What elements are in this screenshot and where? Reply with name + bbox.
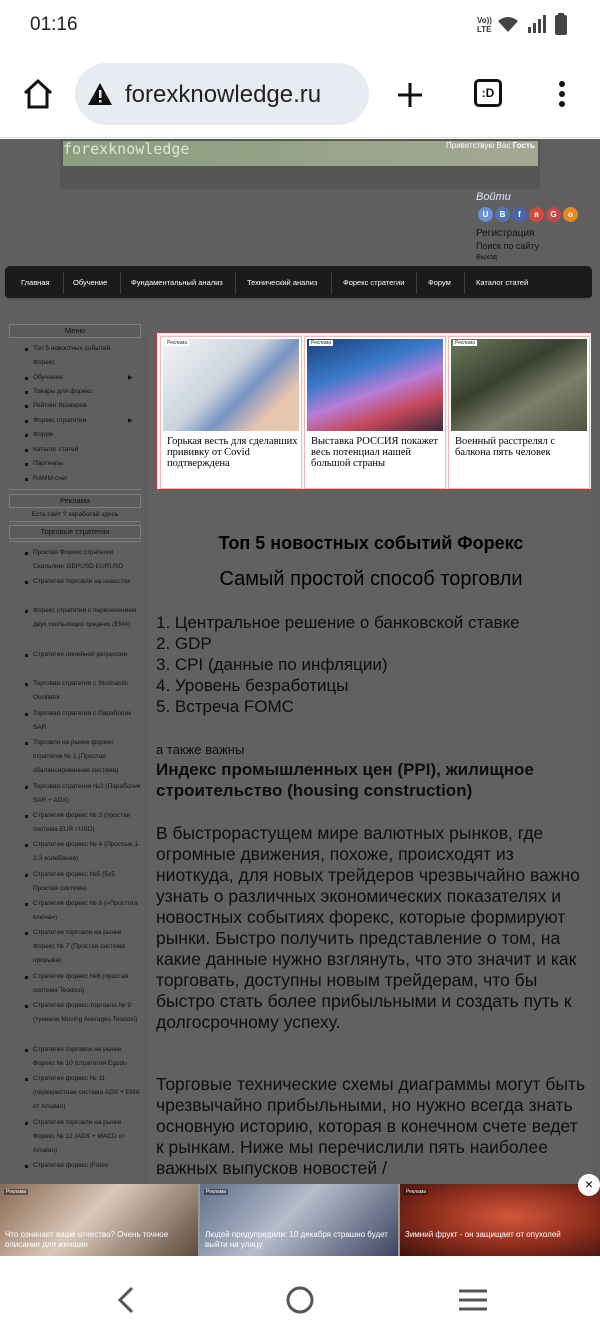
list-item: 5. Встреча FOMC	[156, 697, 294, 716]
ad-card[interactable]	[304, 336, 446, 489]
list-bullet	[25, 449, 28, 452]
also-label: а также важны	[156, 742, 245, 757]
article-subtitle: Самый простой способ торговли	[219, 568, 523, 590]
sidebar-item-goods[interactable]: Товары для форекс	[33, 388, 93, 395]
nav-separator	[416, 272, 417, 294]
sidebar-menu-title: Меню	[9, 324, 141, 338]
site-logo[interactable]: forexknowledge	[63, 140, 190, 158]
sidebar-strategy-link[interactable]: Стратегия форекс № 3 (простая система EUR / USD)	[33, 812, 131, 833]
list-bullet	[25, 420, 28, 423]
list-bullet	[25, 478, 28, 481]
ad-block-bottom	[0, 1184, 600, 1256]
battery-icon	[555, 13, 567, 35]
social-ok-icon[interactable]: о	[563, 207, 578, 222]
ad-caption[interactable]: Выставка РОССИЯ покажет весь потенциал нашей большой страны	[311, 436, 439, 469]
sidebar-strategies-title: Торговые стратегии	[9, 525, 141, 539]
ad-caption[interactable]: Что означает ваше отчество? Очень точное описание для женщин	[5, 1230, 169, 1249]
list-bullet	[25, 844, 28, 847]
network-label	[477, 16, 492, 34]
sidebar-strategy-link[interactable]: Торговая стратегия №2 (Параболик SAR + ADX)	[33, 783, 141, 804]
sidebar-ad-title: Реклама	[9, 494, 141, 508]
close-icon[interactable]: ×	[578, 1174, 600, 1196]
divider	[9, 541, 141, 542]
list-bullet	[25, 405, 28, 408]
sidebar-item-partners[interactable]: Партнеры	[33, 460, 64, 467]
sidebar-strategy-link[interactable]: Стратегия форекс (Fotex	[33, 1162, 109, 1169]
sidebar-strategy-link[interactable]: Стратегия торговли на рынке Форекс № 10 (стратегия Egudu	[33, 1046, 127, 1067]
divider	[9, 521, 141, 522]
also-important: Индекс промышленных цен (PPI), жилищное строительство (housing construction)	[156, 760, 534, 800]
site-search-link[interactable]: Поиск по сайту	[476, 241, 540, 251]
sidebar-item-strategies[interactable]: Форекс стратегии	[33, 417, 87, 424]
signal-icon	[527, 15, 547, 33]
list-bullet	[25, 1165, 28, 1168]
sidebar-strategy-link[interactable]: Стратегия форекс-торговли № 9 (туннели Moving Averages Teodosi)	[33, 1002, 138, 1023]
ad-caption[interactable]: Людей предупредили: 10 декабря страшно будет выйти на улицу	[205, 1230, 388, 1249]
sidebar-strategy-link[interactable]: Стратегия торговли на рынке Форекс № 12 (ADX + MACD от Arsalan)	[33, 1119, 125, 1154]
social-login	[476, 207, 596, 225]
social-vk-icon[interactable]: B	[495, 207, 510, 222]
ad-card[interactable]	[400, 1184, 600, 1256]
tab-switcher-label: :D	[481, 86, 495, 100]
social-yandex-icon[interactable]: я	[529, 207, 544, 222]
list-bullet	[25, 1122, 28, 1125]
ad-tag: Реклама	[167, 340, 188, 346]
ad-tag: Реклама	[311, 340, 332, 346]
browser-toolbar	[0, 52, 600, 138]
nav-separator	[235, 272, 236, 294]
list-item: 2. GDP	[156, 634, 212, 653]
sidebar-strategy-link[interactable]: Стратегия линейной регрессии	[33, 651, 128, 658]
nav-separator	[120, 272, 121, 294]
sidebar-strategy-link[interactable]: Торговая стратегия с Параболик SAR	[33, 710, 132, 731]
system-navigation-bar	[0, 1256, 600, 1333]
greeting	[446, 141, 535, 150]
logout-link[interactable]: Выход	[476, 254, 497, 261]
nav-technical[interactable]: Технический анализ	[247, 278, 318, 287]
wifi-icon	[497, 15, 519, 33]
sidebar-strategy-link[interactable]: Стратегия форекс №5 (5x5 Простая система)	[33, 871, 115, 892]
nav-separator	[63, 272, 64, 294]
tab-switcher-icon[interactable]	[474, 79, 502, 107]
ad-tag: Реклама	[455, 340, 476, 346]
sidebar-ad-text[interactable]: Есть сайт ? заработай здесь	[31, 511, 119, 518]
ad-caption[interactable]: Военный расстрелял с балкона пять человек	[455, 436, 556, 458]
ad-caption[interactable]: Зимний фрукт - он защищает от опухолей	[405, 1230, 561, 1239]
social-facebook-icon[interactable]: f	[512, 207, 527, 222]
volte-label: Vo))	[477, 16, 492, 25]
nav-learning[interactable]: Обучение	[73, 278, 108, 287]
sidebar-item-brokers[interactable]: Рейтинг брокеров	[33, 402, 87, 409]
list-bullet	[25, 434, 28, 437]
home-icon[interactable]	[22, 78, 54, 110]
list-bullet	[25, 610, 28, 613]
status-bar	[0, 0, 600, 52]
ad-card[interactable]	[200, 1184, 398, 1256]
nav-separator	[331, 272, 332, 294]
login-box	[476, 191, 596, 271]
sidebar	[9, 324, 141, 1269]
sidebar-strategy-link[interactable]: Стратегия форекс № 4 (Простые 1-2-3 колебания)	[33, 841, 141, 862]
sidebar-item-catalog[interactable]: Каталог статей	[33, 446, 79, 453]
list-bullet	[25, 463, 28, 466]
sidebar-strategy-link[interactable]: Простая Форекс стратегии Скальпинг GBPUSD EURUSD	[33, 549, 124, 570]
ad-caption[interactable]: Горькая весть для сделавших прививку от Covid подтверждена	[167, 436, 298, 469]
list-bullet	[25, 654, 28, 657]
warning-icon[interactable]	[87, 82, 113, 106]
sidebar-strategy-link[interactable]: Торговая стратегия с Stochastic Oscillator	[33, 680, 129, 701]
list-bullet	[25, 874, 28, 877]
list-bullet	[25, 683, 28, 686]
recent-apps-icon[interactable]	[459, 1289, 487, 1311]
list-bullet	[25, 552, 28, 555]
list-item: 1. Центральное решение о банковской ставке	[156, 613, 520, 632]
sidebar-strategy-link[interactable]: Стратегия торговли на рынке Форекс № 7 (Простая система прорыва)	[33, 929, 125, 964]
ad-image	[163, 339, 299, 431]
list-bullet	[25, 742, 28, 745]
lte-label: LTE	[477, 25, 492, 34]
article-paragraph: Торговые технические схемы диаграммы могут быть чрезвычайно прибыльными, но нужно всегда знать основную историю, которая в конечном счете ведет к рынкам. Ниже мы перечислили пять наиболее важных выпусков новостей /	[156, 1074, 586, 1178]
list-item: 4. Уровень безработицы	[156, 676, 349, 695]
ad-tag: Реклама	[406, 1189, 427, 1195]
back-icon[interactable]	[117, 1286, 135, 1314]
list-bullet	[25, 1049, 28, 1052]
plus-icon[interactable]	[396, 81, 424, 109]
list-bullet	[25, 581, 28, 584]
ad-image	[307, 339, 443, 431]
nav-strategies[interactable]: Форекс стратегии	[343, 278, 405, 287]
sidebar-strategy-link[interactable]: Форекс стратегия с пересечением двух скользящих средних (EMA)	[33, 607, 137, 628]
ad-image	[451, 339, 587, 431]
list-bullet	[25, 815, 28, 818]
sidebar-strategy-link[interactable]: Стратегия форекс №8 (простая система Teodosi)	[33, 973, 129, 994]
social-ucoz-icon[interactable]: U	[478, 207, 493, 222]
home-circle-icon[interactable]	[286, 1286, 314, 1314]
sidebar-item-ramm[interactable]: RAMM-счет	[33, 475, 68, 482]
login-link[interactable]: Войти	[476, 191, 511, 203]
sidebar-item-learning[interactable]: Обучение	[33, 374, 63, 381]
nav-fundamental[interactable]: Фундаментальный анализ	[131, 278, 223, 287]
list-bullet	[25, 976, 28, 979]
more-vert-icon[interactable]	[557, 80, 567, 108]
list-bullet	[25, 1078, 28, 1081]
greeting-prefix: Приветствую Вас	[446, 141, 511, 150]
nav-separator	[464, 272, 465, 294]
ad-block-top	[156, 332, 592, 490]
list-bullet	[25, 348, 28, 351]
status-time: 01:16	[30, 14, 78, 35]
address-bar[interactable]	[75, 63, 369, 125]
url-text[interactable]: forexknowledge.ru	[125, 81, 322, 108]
register-link[interactable]: Регистрация	[476, 228, 535, 239]
list-bullet	[25, 377, 28, 380]
ad-card[interactable]	[0, 1184, 198, 1256]
arrow-right-icon[interactable]: ▶	[128, 418, 133, 424]
article-title: Топ 5 новостных событий Форекс	[218, 533, 524, 553]
ad-card[interactable]	[160, 336, 302, 489]
list-bullet	[25, 903, 28, 906]
sidebar-strategy-link[interactable]: Стратегия форекс № 11 (перекрестная система ADX + EMA от Arsalan)	[33, 1075, 140, 1110]
ad-tag: Реклама	[6, 1189, 27, 1195]
main-content	[148, 329, 594, 1269]
ad-tag: Реклама	[206, 1189, 227, 1195]
social-google-icon[interactable]: G	[546, 207, 561, 222]
sidebar-strategy-link[interactable]: Стратегия торговли на новостях	[33, 578, 131, 585]
list-item: 3. CPI (данные по инфляции)	[156, 655, 388, 674]
greeting-user: Гость	[512, 141, 535, 150]
list-bullet	[25, 391, 28, 394]
sidebar-item-top5[interactable]: Топ 5 новостных событий Форекс	[33, 345, 111, 366]
divider	[9, 489, 141, 490]
list-bullet	[25, 786, 28, 789]
ad-card[interactable]	[448, 336, 590, 489]
sidebar-item-forum[interactable]: Форум	[33, 431, 53, 438]
web-page	[0, 139, 600, 1269]
list-bullet	[25, 1005, 28, 1008]
nav-forum[interactable]: Форум	[428, 278, 451, 287]
article-paragraph: В быстрорастущем мире валютных рынков, где огромные движения, похоже, происходят из ниоткуда, для новых трейдеров чрезвычайно важно узнать о различных экономических показателях и новостных событиях форекс, которые формируют рынки. Быстро получить представление о том, на какие данные нужно взглянуть, что это значит и как торговать, доступны новым трейдерам, что бы быстро стать более прибыльными и создать путь к долгосрочному успеху.	[156, 823, 580, 1032]
sidebar-strategy-link[interactable]: Торговля на рынке форекс стратегия № 1 (Простая сбалансированная система)	[33, 739, 119, 774]
arrow-right-icon[interactable]: ▶	[128, 375, 133, 381]
nav-catalog[interactable]: Каталог статей	[476, 278, 529, 287]
list-bullet	[25, 713, 28, 716]
nav-home[interactable]: Главная	[21, 278, 50, 287]
main-nav	[5, 266, 592, 300]
list-bullet	[25, 932, 28, 935]
sidebar-strategy-link[interactable]: Стратегия форекс № 6 («Простота ключа»)	[33, 900, 138, 921]
